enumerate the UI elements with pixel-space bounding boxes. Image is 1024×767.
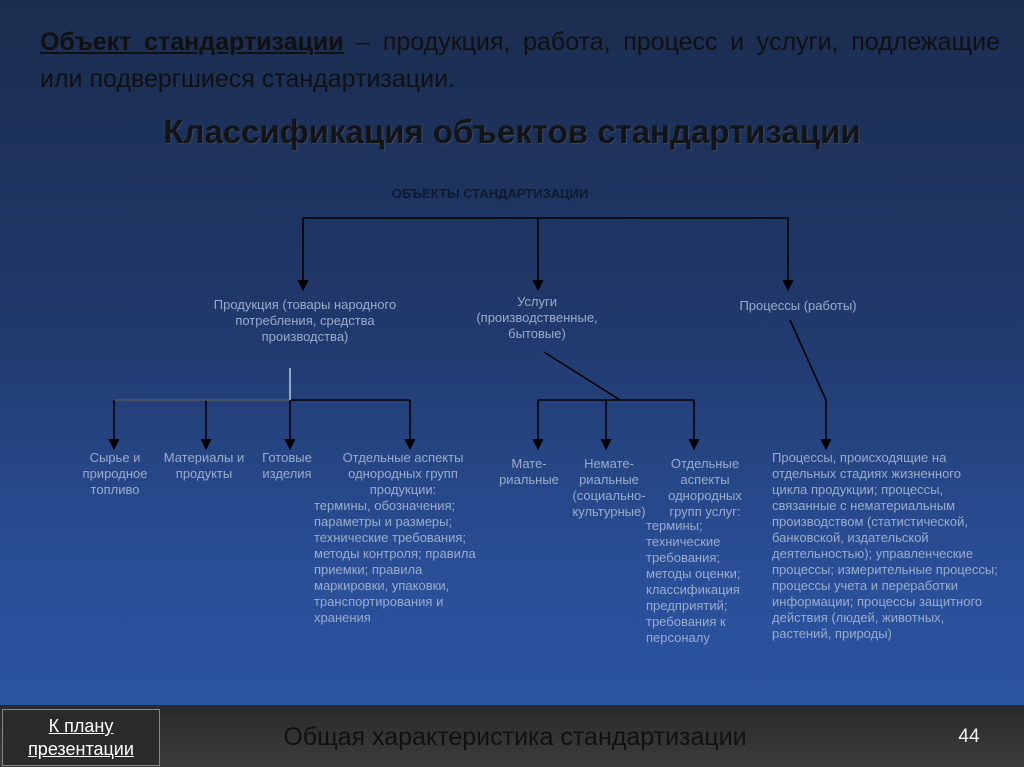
finished-goods-node: Готовые изделия — [262, 450, 312, 481]
back-to-plan-button[interactable] — [2, 709, 160, 766]
services-diagonal — [544, 352, 620, 400]
processes-diagonal — [790, 320, 826, 400]
back-button-line1: К плану — [48, 716, 114, 736]
nonmaterial-services-node: Немате-риальные (социально-культурные) — [572, 456, 646, 519]
services-node: Услуги (производственные, бытовые) — [476, 294, 598, 341]
root-node: ОБЪЕКТЫ СТАНДАРТИЗАЦИИ — [391, 186, 589, 201]
service-aspects-header: Отдельные аспекты однородных групп услуг: — [668, 456, 742, 519]
product-aspects-list: термины, обозначения; параметры и размеры; технические требования; методы контроля; правила приемки; правила маркировки, упаковки, транспортирования и хранения — [314, 498, 476, 625]
material-services-node: Мате-риальные — [499, 456, 559, 487]
definition-term: Объект стандартизации — [40, 28, 344, 56]
classification-title: Классификация объектов стандартизации — [163, 113, 861, 150]
service-aspects-list: термины; технические требования; методы оценки; классификация предприятий; требования к персоналу — [646, 518, 741, 645]
footer-title: Общая характеристика стандартизации — [283, 723, 747, 751]
materials-node: Материалы и продукты — [163, 450, 245, 481]
raw-materials-node: Сырье и природное топливо — [82, 450, 148, 497]
product-aspects-header: Отдельные аспекты однородных групп продукции: — [342, 450, 464, 497]
process-detail-node: Процессы, происходящие на отдельных стадиях жизненного цикла продукции; процессы, связанные с нематериальным производством (статистической, банковской, издательской деятельностью); управленческие процессы; измерительные процессы; процессы учета и переработки информации; процессы защитного действия (людей, животных, растений, природы) — [772, 450, 998, 641]
processes-node: Процессы (работы) — [739, 298, 857, 313]
page-number: 44 — [958, 726, 980, 747]
definition-body: – продукция, работа, процесс и услуги, подлежащие или подвергшиеся стандартизации. — [40, 28, 1000, 93]
back-button-line2: презентации — [28, 739, 134, 759]
products-node: Продукция (товары народного потребления, средства производства) — [213, 297, 397, 344]
